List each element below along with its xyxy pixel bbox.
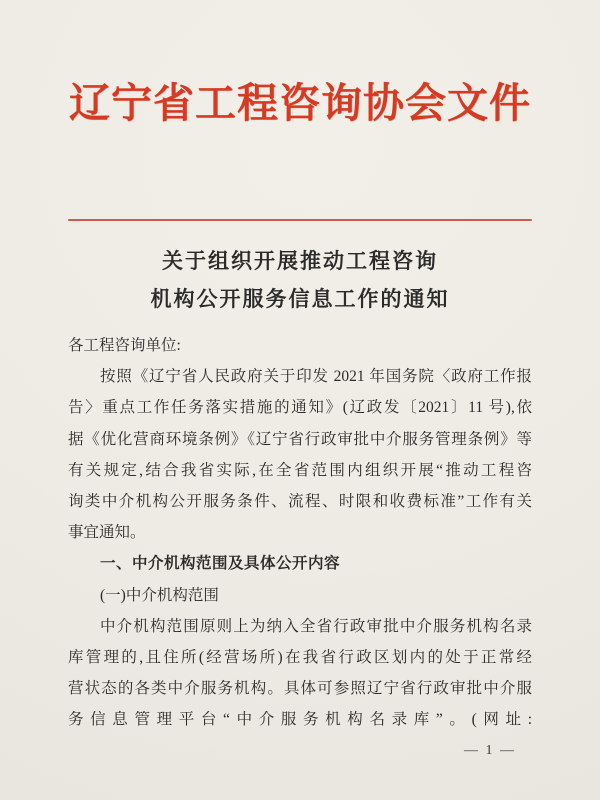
body-line: 询类中介机构公开服务条件、流程、时限和收费标准”工作有关	[68, 493, 532, 511]
body-line: 事宜通知。	[68, 524, 146, 542]
body-line: 务信息管理平台“中介服务机构名录库”。(网址:	[68, 711, 532, 729]
body-line: 有关规定,结合我省实际,在全省范围内组织开展“推动工程咨	[68, 461, 532, 479]
salutation: 各工程咨询单位:	[68, 337, 181, 354]
subsection-heading: (一)中介机构范围	[100, 586, 219, 604]
section-heading: 一、中介机构范围及具体公开内容	[100, 555, 341, 573]
page-number: — 1 —	[464, 743, 516, 758]
body-line: 按照《辽宁省人民政府关于印发 2021 年国务院〈政府工作报	[100, 368, 532, 386]
document-title	[68, 242, 532, 318]
body-line: 据《优化营商环境条例》《辽宁省行政审批中介服务管理条例》等	[68, 430, 532, 448]
document-body	[68, 330, 532, 736]
red-divider-line	[68, 219, 532, 221]
red-header-title: 辽宁省工程咨询协会文件	[69, 80, 531, 126]
body-line: 库管理的,且住所(经营场所)在我省行政区划内的处于正常经	[68, 649, 532, 667]
body-line: 营状态的各类中介服务机构。具体可参照辽宁省行政审批中介服	[68, 680, 532, 698]
document-title-line1: 关于组织开展推动工程咨询	[162, 249, 438, 273]
body-line: 告〉重点工作任务落实措施的通知》(辽政发〔2021〕11 号),依	[68, 399, 532, 417]
body-line: 中介机构范围原则上为纳入全省行政审批中介服务机构名录	[100, 617, 532, 635]
document-title-line2: 机构公开服务信息工作的通知	[150, 287, 450, 311]
